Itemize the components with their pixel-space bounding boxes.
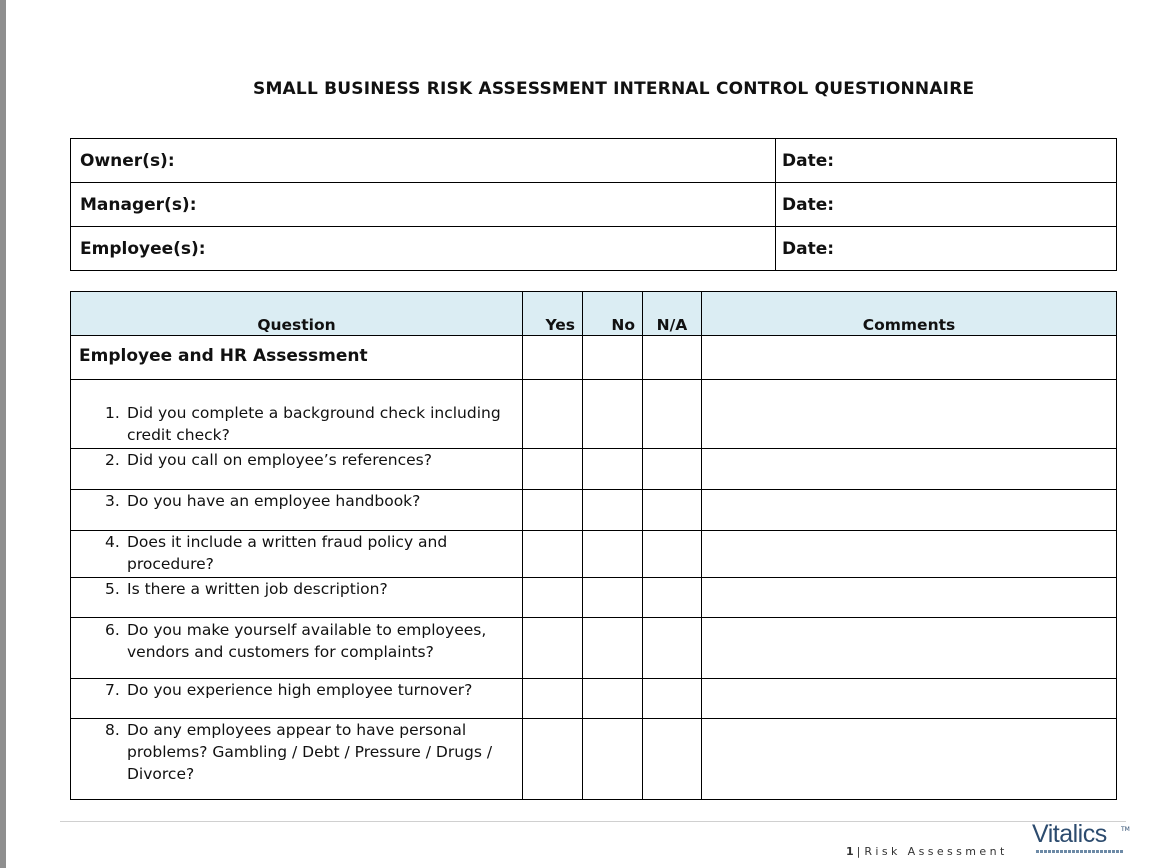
logo-trademark: TM [1121,826,1130,833]
manager-date-label[interactable]: Date: [776,183,1117,227]
footer-section-name: Risk Assessment [864,845,1008,858]
table-row [71,380,1117,449]
question-cell [71,449,523,490]
question-number: 2. [105,451,120,469]
table-row [71,618,1117,679]
table-row [71,449,1117,490]
comments-cell[interactable] [702,490,1117,531]
vitalics-logo [1032,820,1132,860]
question-number: 5. [105,580,120,598]
answer-yes-cell[interactable] [523,719,583,800]
answer-no-cell[interactable] [583,380,643,449]
question-text: Do you experience high employee turnover? [127,681,473,699]
answer-yes-cell[interactable] [523,531,583,578]
comments-cell[interactable] [702,679,1117,719]
questionnaire-table [70,291,1117,800]
question-text: Do you have an employee handbook? [127,492,421,510]
answer-na-cell[interactable] [643,531,702,578]
owner-date-label[interactable]: Date: [776,139,1117,183]
page-number: 1 [846,845,854,858]
header-question: Question [71,292,523,336]
header-comments: Comments [702,292,1117,336]
table-row [71,719,1117,800]
question-cell [71,531,523,578]
table-row [71,578,1117,618]
owner-label[interactable]: Owner(s): [71,139,776,183]
question-text: Do any employees appear to have personal problems? Gambling / Debt / Pressure / Drugs / Divorce? [127,721,493,783]
info-row-owner [71,139,1117,183]
answer-na-cell[interactable] [643,490,702,531]
question-text: Is there a written job description? [127,580,388,598]
logo-tagline-graphic [1036,850,1124,853]
question-cell [71,380,523,449]
table-row [71,490,1117,531]
header-no: No [583,292,643,336]
comments-cell[interactable] [702,531,1117,578]
table-row [71,531,1117,578]
document-title: SMALL BUSINESS RISK ASSESSMENT INTERNAL CONTROL QUESTIONNAIRE [253,79,975,99]
question-cell [71,719,523,800]
answer-no-cell[interactable] [583,719,643,800]
answer-no-cell[interactable] [583,490,643,531]
question-cell [71,490,523,531]
answer-no-cell[interactable] [583,618,643,679]
footer-divider [60,821,1126,822]
answer-no-cell[interactable] [583,336,643,380]
question-cell [71,618,523,679]
header-na: N/A [643,292,702,336]
section-title: Employee and HR Assessment [71,336,523,380]
header-yes: Yes [523,292,583,336]
answer-yes-cell[interactable] [523,449,583,490]
answer-na-cell[interactable] [643,679,702,719]
info-row-manager [71,183,1117,227]
comments-cell[interactable] [702,578,1117,618]
question-number: 3. [105,492,120,510]
answer-yes-cell[interactable] [523,336,583,380]
comments-cell[interactable] [702,719,1117,800]
table-row [71,679,1117,719]
employee-date-label[interactable]: Date: [776,227,1117,271]
question-number: 4. [105,533,120,551]
comments-cell[interactable] [702,449,1117,490]
answer-na-cell[interactable] [643,336,702,380]
answer-yes-cell[interactable] [523,618,583,679]
answer-no-cell[interactable] [583,449,643,490]
comments-cell[interactable] [702,380,1117,449]
logo-wordmark: Vitalics [1032,820,1107,848]
question-text: Does it include a written fraud policy and procedure? [127,533,448,573]
page-footer [846,845,1008,858]
question-text: Do you make yourself available to employees, vendors and customers for complaints? [127,621,487,661]
question-text: Did you call on employee’s references? [127,451,432,469]
info-row-employee [71,227,1117,271]
page-edge-bar [0,0,6,868]
answer-no-cell[interactable] [583,679,643,719]
answer-yes-cell[interactable] [523,380,583,449]
answer-na-cell[interactable] [643,380,702,449]
question-number: 6. [105,621,120,639]
answer-no-cell[interactable] [583,578,643,618]
answer-na-cell[interactable] [643,719,702,800]
question-text: Did you complete a background check including credit check? [127,404,501,444]
comments-cell[interactable] [702,336,1117,380]
question-number: 7. [105,681,120,699]
answer-na-cell[interactable] [643,618,702,679]
question-cell [71,679,523,719]
question-number: 8. [105,721,120,739]
footer-separator: | [856,845,861,858]
comments-cell[interactable] [702,618,1117,679]
question-number: 1. [105,404,120,422]
answer-na-cell[interactable] [643,578,702,618]
answer-yes-cell[interactable] [523,490,583,531]
answer-yes-cell[interactable] [523,578,583,618]
answer-no-cell[interactable] [583,531,643,578]
employee-label[interactable]: Employee(s): [71,227,776,271]
answer-yes-cell[interactable] [523,679,583,719]
table-header-row [71,292,1117,336]
answer-na-cell[interactable] [643,449,702,490]
info-table [70,138,1117,271]
section-row [71,336,1117,380]
question-cell [71,578,523,618]
manager-label[interactable]: Manager(s): [71,183,776,227]
